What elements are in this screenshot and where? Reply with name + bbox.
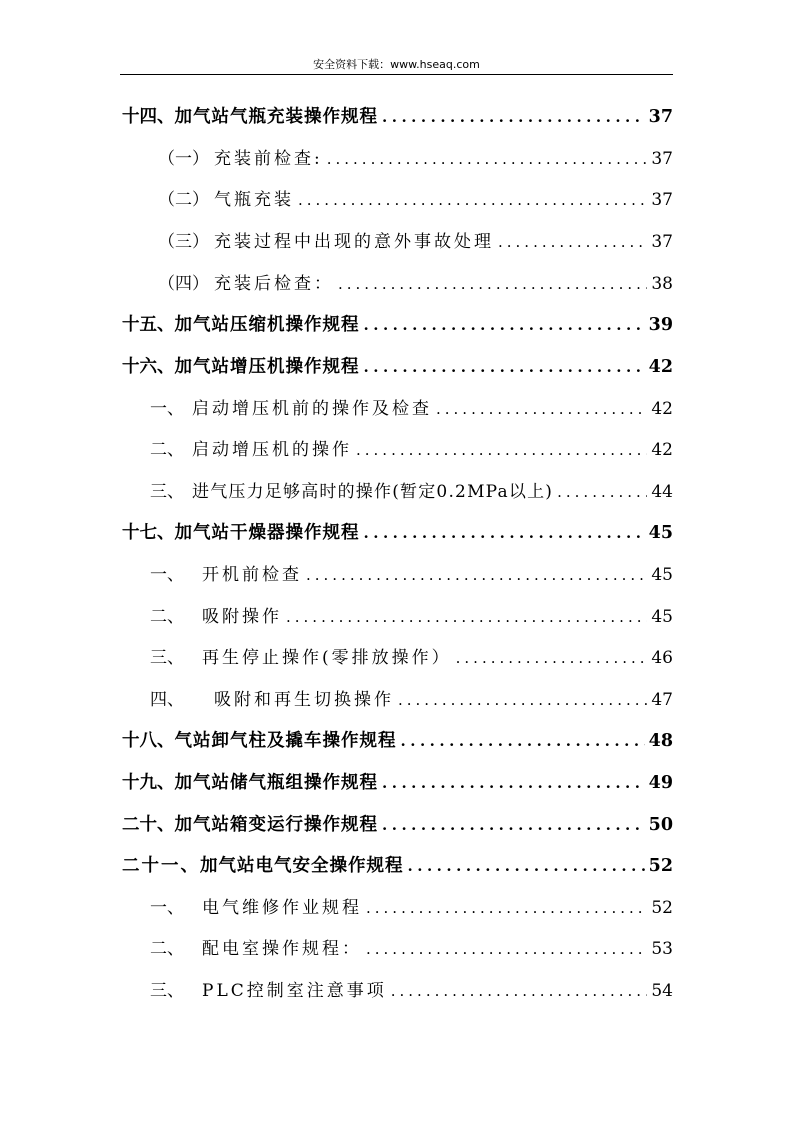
toc-entry-number: 十五、 bbox=[122, 315, 175, 335]
toc-entry[interactable] bbox=[158, 227, 673, 257]
toc-entry[interactable] bbox=[122, 810, 673, 840]
toc-entry[interactable] bbox=[122, 102, 673, 132]
toc-page-number: 37 bbox=[651, 190, 673, 210]
toc-page-number: 37 bbox=[648, 107, 673, 127]
toc-page-number: 45 bbox=[651, 565, 673, 585]
toc-entry[interactable] bbox=[150, 976, 673, 1006]
toc-page-number: 37 bbox=[651, 149, 673, 169]
toc-page-number: 39 bbox=[648, 315, 673, 335]
toc-entry[interactable] bbox=[122, 851, 673, 881]
toc-entry[interactable] bbox=[150, 560, 673, 590]
toc-entry-number: 一、 bbox=[150, 399, 184, 419]
toc-page-number: 37 bbox=[651, 232, 673, 252]
toc-page-number: 38 bbox=[651, 274, 673, 294]
toc-leader-dots bbox=[398, 685, 647, 715]
toc-entry-title: 充装前检查: bbox=[214, 149, 323, 169]
toc-leader-dots bbox=[408, 851, 645, 881]
toc-leader-dots bbox=[364, 310, 645, 340]
toc-entry-title: 配电室操作规程： bbox=[202, 939, 362, 959]
toc-entry[interactable] bbox=[122, 726, 673, 756]
toc-entry-number: （二） bbox=[158, 190, 209, 210]
toc-leader-dots bbox=[401, 726, 645, 756]
toc-entry[interactable] bbox=[150, 435, 673, 465]
toc-entry-number: 十八、 bbox=[122, 731, 175, 751]
toc-entry-title: 吸附和再生切换操作 bbox=[214, 690, 394, 710]
toc-entry-title: 加气站箱变运行操作规程 bbox=[174, 815, 378, 835]
toc-entry-number: 十四、 bbox=[122, 107, 175, 127]
toc-entry[interactable] bbox=[158, 185, 673, 215]
toc-entry-title: 气站卸气柱及撬车操作规程 bbox=[174, 731, 397, 751]
toc-entry-title: 吸附操作 bbox=[202, 607, 282, 627]
toc-entry-title: PLC控制室注意事项 bbox=[202, 981, 387, 1001]
toc-entry-title: 电气维修作业规程 bbox=[202, 898, 362, 918]
toc-entry-number: 二、 bbox=[150, 607, 184, 627]
toc-page-number: 42 bbox=[651, 440, 673, 460]
toc-leader-dots bbox=[391, 976, 647, 1006]
toc-entry-title: 加气站储气瓶组操作规程 bbox=[174, 773, 378, 793]
toc-entry[interactable] bbox=[150, 893, 673, 923]
toc-entry-number: 二十一、 bbox=[122, 856, 200, 876]
toc-entry-number: （四） bbox=[158, 274, 209, 294]
toc-leader-dots bbox=[327, 144, 647, 174]
toc-leader-dots bbox=[364, 518, 645, 548]
toc-leader-dots bbox=[356, 435, 647, 465]
toc-entry-title: 启动增压机前的操作及检查 bbox=[192, 399, 432, 419]
toc-page-number: 44 bbox=[651, 482, 673, 502]
toc-leader-dots bbox=[306, 560, 647, 590]
toc-page-number: 45 bbox=[651, 607, 673, 627]
toc-entry-title: 加气站干燥器操作规程 bbox=[174, 523, 360, 543]
toc-entry-title: 再生停止操作(零排放操作） bbox=[202, 648, 452, 668]
toc-entry-number: 三、 bbox=[150, 482, 184, 502]
toc-leader-dots bbox=[364, 352, 645, 382]
toc-entry-number: 二、 bbox=[150, 939, 184, 959]
toc-entry-number: 一、 bbox=[150, 565, 184, 585]
toc-entry[interactable] bbox=[158, 269, 673, 299]
toc-entry[interactable] bbox=[150, 685, 673, 715]
toc-leader-dots bbox=[382, 768, 645, 798]
toc-entry[interactable] bbox=[150, 934, 673, 964]
toc-entry[interactable] bbox=[122, 310, 673, 340]
toc-page-number: 52 bbox=[651, 898, 673, 918]
toc-entry-number: 十九、 bbox=[122, 773, 175, 793]
toc-leader-dots bbox=[338, 269, 647, 299]
toc-leader-dots bbox=[366, 934, 647, 964]
toc-entry[interactable] bbox=[150, 643, 673, 673]
toc-page-number: 49 bbox=[648, 773, 673, 793]
toc-page-number: 42 bbox=[648, 357, 673, 377]
toc-entry-number: 十六、 bbox=[122, 357, 175, 377]
toc-entry[interactable] bbox=[150, 394, 673, 424]
toc-entry-title: 加气站气瓶充装操作规程 bbox=[174, 107, 378, 127]
toc-leader-dots bbox=[298, 185, 647, 215]
toc-entry[interactable] bbox=[158, 144, 673, 174]
toc-page-number: 42 bbox=[651, 399, 673, 419]
toc-entry-title: 启动增压机的操作 bbox=[192, 440, 352, 460]
toc-page-number: 48 bbox=[648, 731, 673, 751]
toc-leader-dots bbox=[557, 477, 647, 507]
toc-entry[interactable] bbox=[150, 477, 673, 507]
toc-page-number: 47 bbox=[651, 690, 673, 710]
toc-page-number: 50 bbox=[648, 815, 673, 835]
toc-entry-title: 开机前检查 bbox=[202, 565, 302, 585]
toc-entry-title: 充装过程中出现的意外事故处理 bbox=[214, 232, 494, 252]
page-header: 安全资料下载：www.hseaq.com bbox=[313, 58, 480, 71]
toc-entry[interactable] bbox=[122, 518, 673, 548]
toc-leader-dots bbox=[436, 394, 647, 424]
toc-page-number: 54 bbox=[651, 981, 673, 1001]
toc-entry-number: 三、 bbox=[150, 981, 184, 1001]
toc-page-number: 53 bbox=[651, 939, 673, 959]
toc-entry-number: 二十、 bbox=[122, 815, 175, 835]
toc-entry-title: 充装后检查： bbox=[214, 274, 334, 294]
toc-leader-dots bbox=[382, 102, 645, 132]
toc-page-number: 46 bbox=[651, 648, 673, 668]
toc-entry[interactable] bbox=[122, 768, 673, 798]
toc-entry-title: 加气站增压机操作规程 bbox=[174, 357, 360, 377]
toc-leader-dots bbox=[366, 893, 647, 923]
toc-leader-dots bbox=[456, 643, 647, 673]
toc-page-number: 52 bbox=[648, 856, 673, 876]
toc-entry-number: 十七、 bbox=[122, 523, 175, 543]
toc-entry-title: 加气站电气安全操作规程 bbox=[200, 856, 404, 876]
toc-entry[interactable] bbox=[150, 602, 673, 632]
toc-entry[interactable] bbox=[122, 352, 673, 382]
toc-entry-number: 四、 bbox=[150, 690, 184, 710]
toc-leader-dots bbox=[382, 810, 645, 840]
toc-entry-number: 三、 bbox=[150, 648, 184, 668]
toc-entry-title: 气瓶充装 bbox=[214, 190, 294, 210]
toc-leader-dots bbox=[286, 602, 647, 632]
toc-entry-title: 进气压力足够高时的操作(暂定0.2MPa以上) bbox=[192, 482, 554, 502]
toc-entry-number: 二、 bbox=[150, 440, 184, 460]
toc-entry-number: 一、 bbox=[150, 898, 184, 918]
toc-entry-number: （三） bbox=[158, 232, 209, 252]
toc-entry-number: （一） bbox=[158, 149, 209, 169]
toc-entry-title: 加气站压缩机操作规程 bbox=[174, 315, 360, 335]
toc-page-number: 45 bbox=[648, 523, 673, 543]
toc-leader-dots bbox=[498, 227, 647, 257]
